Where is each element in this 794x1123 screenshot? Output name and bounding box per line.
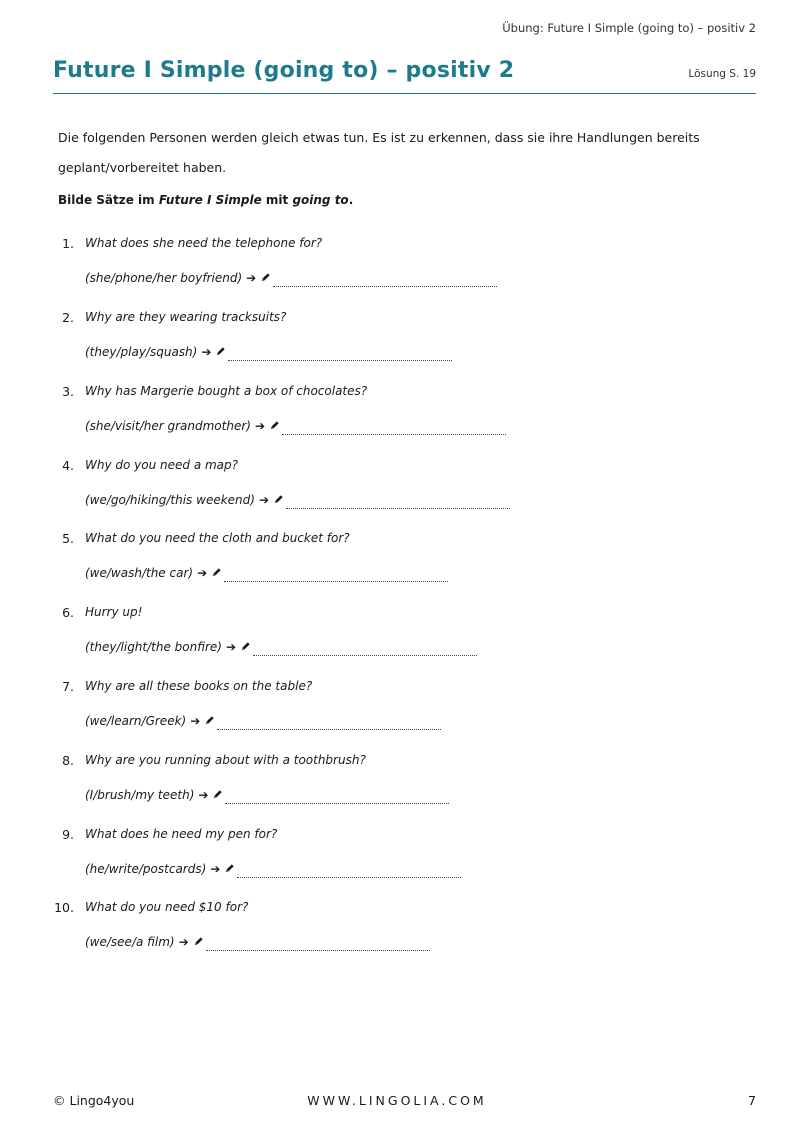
exercise-item [0,236,794,306]
pencil-icon [212,789,223,800]
exercise-question: Why has Margerie bought a box of chocolates? [85,384,368,398]
pencil-icon [224,863,235,874]
exercise-hint-line [85,708,441,728]
answer-input-line[interactable] [206,934,430,951]
pencil-icon [215,346,226,357]
exercise-hint-line [85,487,510,507]
exercise-hint-line [85,339,452,359]
pencil-icon [204,715,215,726]
exercise-question: Why are all these books on the table? [85,679,313,693]
exercise-question: What does she need the telephone for? [85,236,323,250]
exercise-item [0,827,794,897]
exercise-number: 6. [62,605,74,620]
exercise-number: 8. [62,753,74,768]
exercise-number: 7. [62,679,74,694]
exercise-hint-line [85,265,497,285]
exercise-question: Why do you need a map? [85,458,239,472]
exercise-item [0,458,794,528]
exercise-number: 5. [62,531,74,546]
answer-input-line[interactable] [286,492,510,509]
exercise-hint: (she/phone/her boyfriend) [85,271,243,285]
exercise-hint: (we/go/hiking/this weekend) [85,493,255,507]
pencil-icon [240,641,251,652]
exercise-hint-line [85,782,449,802]
answer-input-line[interactable] [224,565,448,582]
arrow-icon: ➔ [201,345,212,359]
copyright: © Lingo4you [53,1093,135,1108]
exercise-item [0,605,794,675]
exercise-hint: (I/brush/my teeth) [85,788,195,802]
pencil-icon [193,936,204,947]
task-instruction [58,193,353,207]
exercise-number: 3. [62,384,74,399]
exercise-question: What do you need the cloth and bucket for? [85,531,350,545]
running-head: Übung: Future I Simple (going to) – positiv 2 [502,21,756,35]
exercise-hint: (we/learn/Greek) [85,714,187,728]
exercise-item [0,679,794,749]
exercise-number: 1. [62,236,74,251]
solution-reference: Lösung S. 19 [688,68,756,80]
answer-input-line[interactable] [228,344,452,361]
exercise-hint: (they/light/the bonfire) [85,640,222,654]
exercise-item [0,384,794,454]
arrow-icon: ➔ [190,714,201,728]
task-text-4: going to [292,193,349,207]
answer-input-line[interactable] [217,713,441,730]
arrow-icon: ➔ [210,862,221,876]
pencil-icon [211,567,222,578]
arrow-icon: ➔ [254,419,265,433]
arrow-icon: ➔ [258,493,270,507]
exercise-number: 10. [54,900,74,915]
exercise-question: Why are they wearing tracksuits? [85,310,287,324]
task-text-5: . [348,193,354,207]
arrow-icon: ➔ [246,271,257,285]
exercise-number: 9. [62,827,74,842]
task-text-1: Bilde Sätze im [58,193,159,207]
exercise-hint: (they/play/squash) [85,345,198,359]
pencil-icon [269,420,280,431]
exercise-question: Why are you running about with a toothbrush? [85,753,366,767]
page-number: 7 [748,1093,756,1108]
exercise-question: Hurry up! [85,605,143,619]
intro-paragraph: Die folgenden Personen werden gleich etwas tun. Es ist zu erkennen, dass sie ihre Handlungen bereits geplant/vorbereitet haben. [58,130,700,175]
pencil-icon [273,494,284,505]
answer-input-line[interactable] [225,787,449,804]
answer-input-line[interactable] [282,418,506,435]
exercise-hint-line [85,560,448,580]
page-title: Future I Simple (going to) – positiv 2 [53,58,515,83]
exercise-item [0,753,794,823]
arrow-icon: ➔ [178,935,189,949]
exercise-hint: (she/visit/her grandmother) [85,419,251,433]
exercise-hint: (he/write/postcards) [85,862,207,876]
exercise-number: 4. [62,458,74,473]
answer-input-line[interactable] [253,639,477,656]
exercise-hint: (we/wash/the car) [85,566,194,580]
answer-input-line[interactable] [237,861,461,878]
website-link[interactable]: WWW.LINGOLIA.COM [307,1093,487,1108]
exercise-question: What do you need $10 for? [85,900,249,914]
answer-input-line[interactable] [273,270,497,287]
exercise-item [0,900,794,970]
task-text-3: mit [261,193,293,207]
arrow-icon: ➔ [198,788,209,802]
exercise-item [0,310,794,380]
exercise-item [0,531,794,601]
exercise-hint-line [85,856,461,876]
exercise-hint-line [85,413,506,433]
arrow-icon: ➔ [197,566,208,580]
arrow-icon: ➔ [225,640,237,654]
exercise-question: What does he need my pen for? [85,827,278,841]
exercise-hint-line [85,634,477,654]
exercise-hint: (we/see/a film) [85,935,175,949]
task-text-2: Future I Simple [158,193,262,207]
exercise-hint-line [85,929,430,949]
exercise-number: 2. [62,310,74,325]
title-divider [53,93,756,94]
pencil-icon [260,272,271,283]
